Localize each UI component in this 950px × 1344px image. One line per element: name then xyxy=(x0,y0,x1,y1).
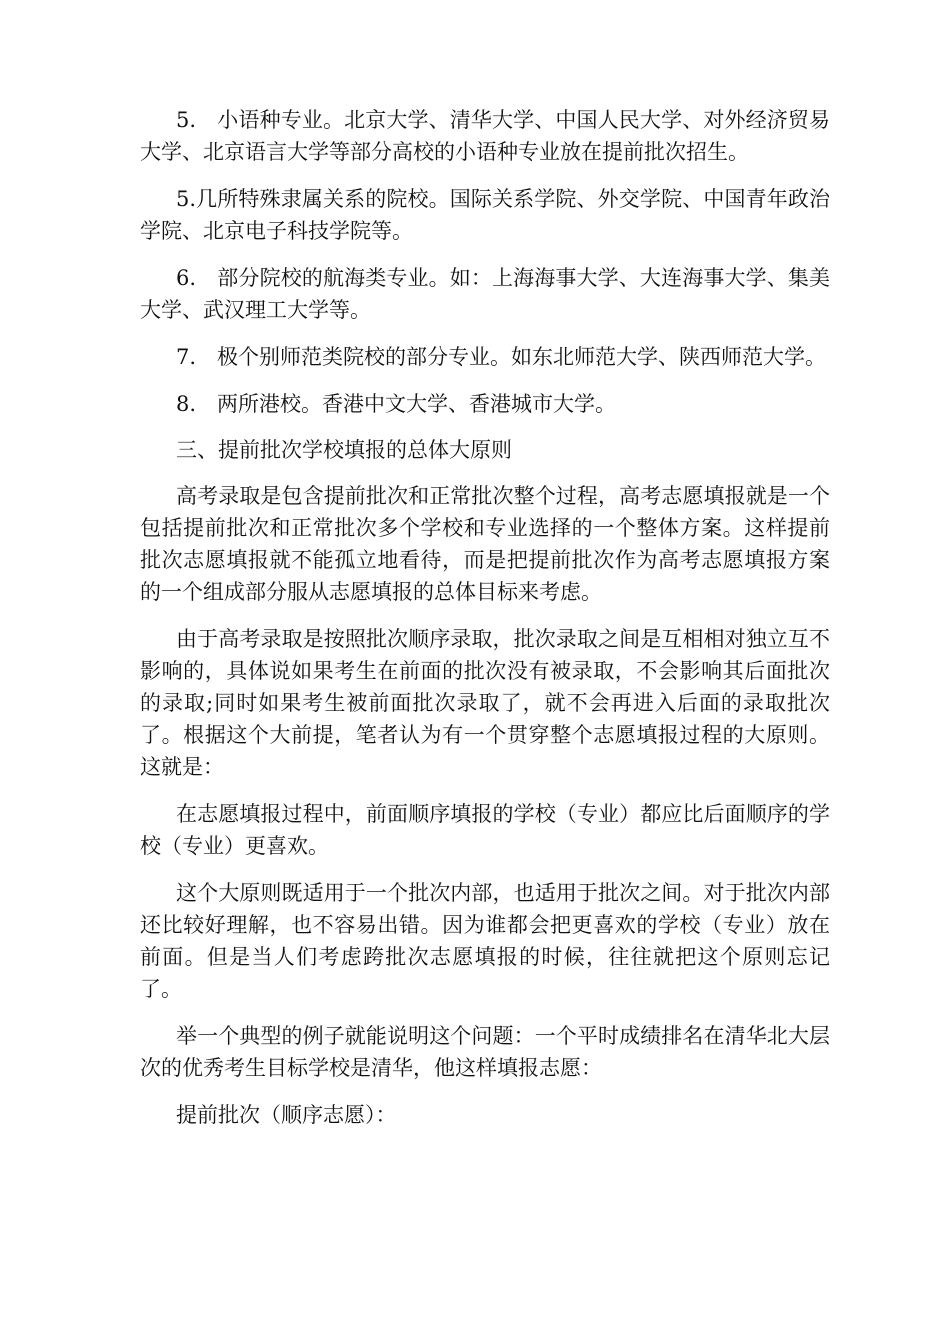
paragraph-item-6-maritime: 6. 部分院校的航海类专业。如：上海海事大学、大连海事大学、集美大学、武汉理工大学等。 xyxy=(140,266,830,322)
paragraph-principle-statement: 在志愿填报过程中，前面顺序填报的学校（专业）都应比后面顺序的学校（专业）更喜欢。 xyxy=(140,802,830,858)
paragraph-item-5-special-colleges: 5.几所特殊隶属关系的院校。国际关系学院、外交学院、中国青年政治学院、北京电子科技学院等。 xyxy=(140,187,830,243)
paragraph-batch-order: 由于高考录取是按照批次顺序录取，批次录取之间是互相相对独立互不影响的，具体说如果考生在前面的批次没有被录取，不会影响其后面批次的录取;同时如果考生被前面批次录取了，就不会再进入后面的录取批次了。根据这个大前提，笔者认为有一个贯穿整个志愿填报过程的大原则。这就是： xyxy=(140,627,830,779)
paragraph-early-batch-label: 提前批次（顺序志愿）： xyxy=(176,1103,397,1127)
document-body xyxy=(140,104,830,1146)
paragraph-example-intro: 举一个典型的例子就能说明这个问题：一个平时成绩排名在清华北大层次的优秀考生目标学校是清华，他这样填报志愿： xyxy=(140,1024,830,1080)
section-heading-principle: 三、提前批次学校填报的总体大原则 xyxy=(176,438,512,462)
paragraph-item-8-hk-universities: 8. 两所港校。香港中文大学、香港城市大学。 xyxy=(176,392,617,416)
paragraph-item-5-small-languages: 5. 小语种专业。北京大学、清华大学、中国人民大学、对外经济贸易大学、北京语言大学等部分高校的小语种专业放在提前批次招生。 xyxy=(140,108,830,164)
paragraph-overall-plan: 高考录取是包含提前批次和正常批次整个过程，高考志愿填报就是一个包括提前批次和正常批次多个学校和专业选择的一个整体方案。这样提前批次志愿填报就不能孤立地看待，而是把提前批次作为高考志愿填报方案的一个组成部分服从志愿填报的总体目标来考虑。 xyxy=(140,484,830,604)
paragraph-principle-scope: 这个大原则既适用于一个批次内部，也适用于批次之间。对于批次内部还比较好理解，也不容易出错。因为谁都会把更喜欢的学校（专业）放在前面。但是当人们考虑跨批次志愿填报的时候，往往就把这个原则忘记了。 xyxy=(140,881,830,1001)
paragraph-item-7-normal-universities: 7. 极个别师范类院校的部分专业。如东北师范大学、陕西师范大学。 xyxy=(176,345,827,369)
